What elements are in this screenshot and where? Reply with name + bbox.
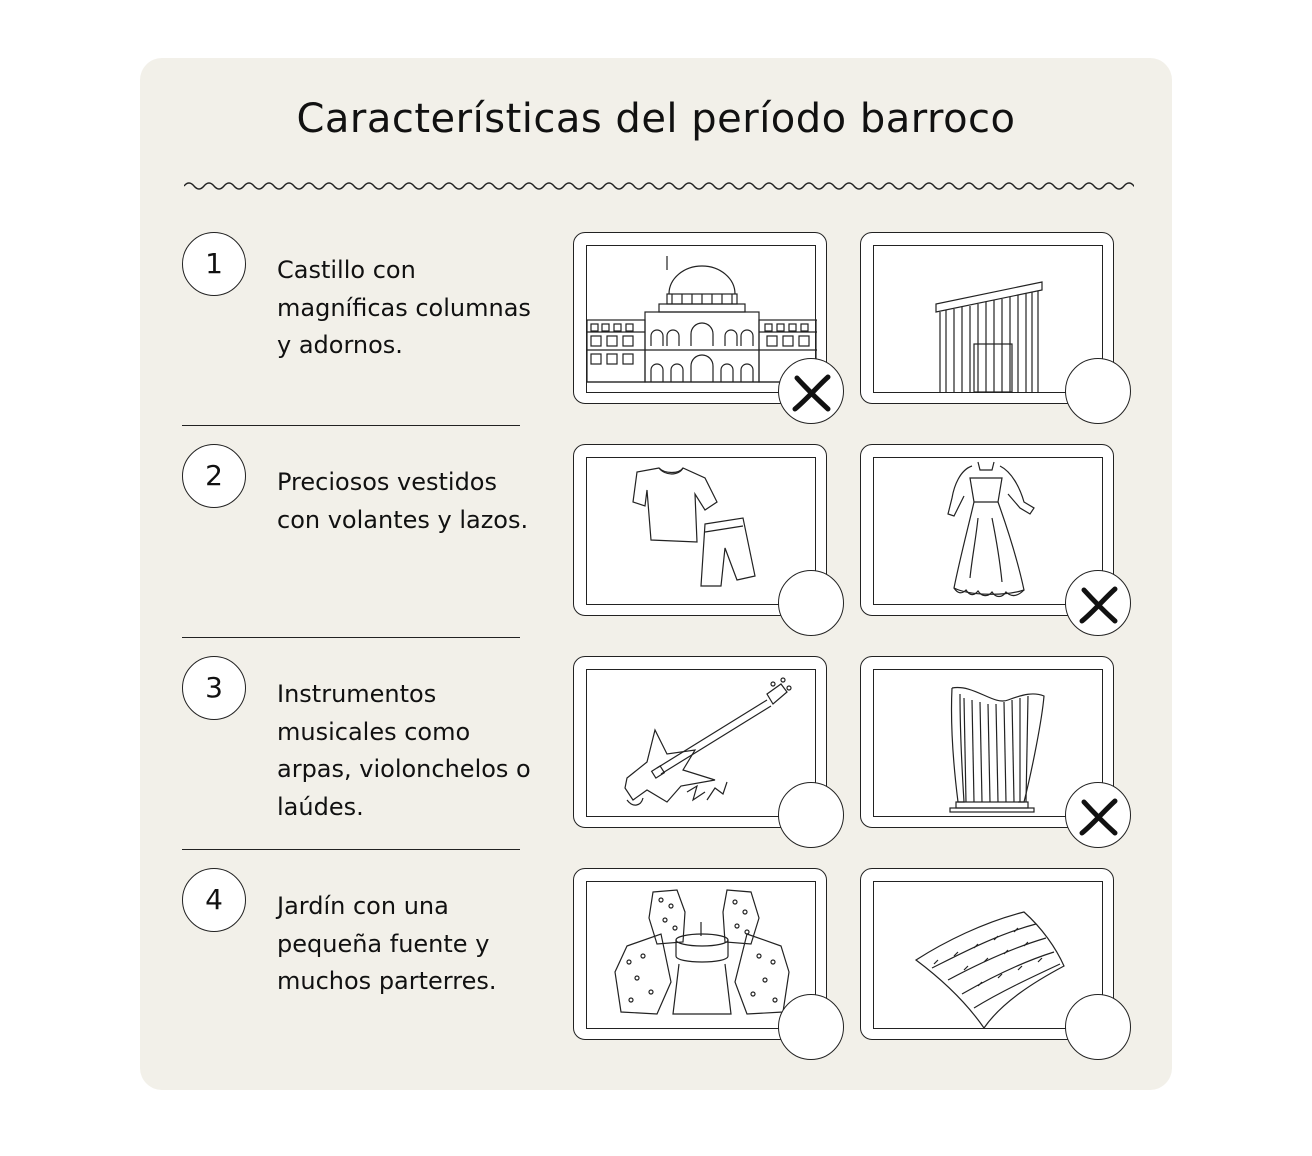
question-row-1 xyxy=(0,232,1312,444)
question-row-3 xyxy=(0,656,1312,868)
question-number: 1 xyxy=(182,232,246,296)
option-checkbox[interactable] xyxy=(778,358,844,424)
question-row-2 xyxy=(0,444,1312,656)
row-divider xyxy=(182,849,520,850)
option-t-shirt-and-shorts[interactable] xyxy=(573,444,827,616)
row-divider xyxy=(182,637,520,638)
question-row-4 xyxy=(0,868,1312,1080)
option-checkbox[interactable] xyxy=(1065,782,1131,848)
question-text: Instrumentos musicales como arpas, violonchelos o laúdes. xyxy=(277,680,531,821)
option-checkbox[interactable] xyxy=(1065,358,1131,424)
question-text: Castillo con magníficas columnas y adornos. xyxy=(277,256,531,359)
option-checkbox[interactable] xyxy=(778,570,844,636)
option-modern-building[interactable] xyxy=(860,232,1114,404)
x-mark-icon xyxy=(1066,783,1132,849)
wavy-divider xyxy=(184,178,1134,194)
question-number: 3 xyxy=(182,656,246,720)
x-mark-icon xyxy=(779,359,845,425)
option-plowed-field[interactable] xyxy=(860,868,1114,1040)
option-harp[interactable] xyxy=(860,656,1114,828)
question-number: 4 xyxy=(182,868,246,932)
option-baroque-palace[interactable] xyxy=(573,232,827,404)
row-divider xyxy=(182,425,520,426)
option-checkbox[interactable] xyxy=(1065,570,1131,636)
question-text: Jardín con una pequeña fuente y muchos parterres. xyxy=(277,892,497,995)
option-checkbox[interactable] xyxy=(778,994,844,1060)
x-mark-icon xyxy=(1066,571,1132,637)
worksheet-title: Características del período barroco xyxy=(296,96,1016,142)
question-number: 2 xyxy=(182,444,246,508)
option-electric-guitar[interactable] xyxy=(573,656,827,828)
question-text: Preciosos vestidos con volantes y lazos. xyxy=(277,468,529,534)
option-checkbox[interactable] xyxy=(1065,994,1131,1060)
option-baroque-dress[interactable] xyxy=(860,444,1114,616)
option-checkbox[interactable] xyxy=(778,782,844,848)
option-garden-fountain[interactable] xyxy=(573,868,827,1040)
